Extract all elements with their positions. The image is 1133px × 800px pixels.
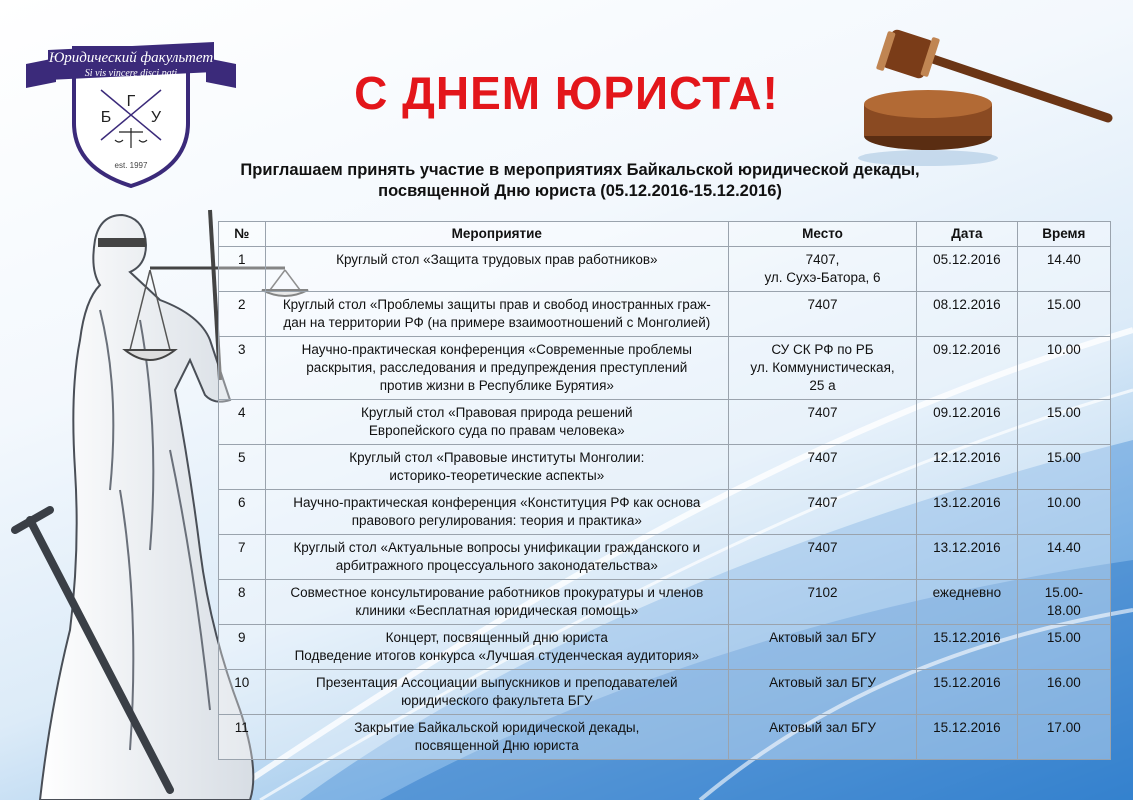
table-row — [219, 670, 1111, 715]
cell-time: 14.40 — [1017, 247, 1110, 292]
cell-num: 11 — [219, 715, 266, 760]
cell-place: 7407 — [729, 445, 917, 490]
cell-num: 9 — [219, 625, 266, 670]
cell-time: 17.00 — [1017, 715, 1110, 760]
cell-num: 6 — [219, 490, 266, 535]
table-row — [219, 337, 1111, 400]
table-header-row — [219, 222, 1111, 247]
cell-num: 10 — [219, 670, 266, 715]
table-row — [219, 400, 1111, 445]
cell-place: Актовый зал БГУ — [729, 625, 917, 670]
cell-time: 10.00 — [1017, 337, 1110, 400]
cell-date: ежедневно — [917, 580, 1018, 625]
table-row — [219, 445, 1111, 490]
header-num: № — [219, 222, 266, 247]
table-row — [219, 580, 1111, 625]
cell-date: 13.12.2016 — [917, 535, 1018, 580]
table-row — [219, 292, 1111, 337]
table-row — [219, 247, 1111, 292]
cell-num: 1 — [219, 247, 266, 292]
cell-place: СУ СК РФ по РБ ул. Коммунистическая, 25 а — [729, 337, 917, 400]
cell-place: 7102 — [729, 580, 917, 625]
table-row — [219, 715, 1111, 760]
cell-date: 12.12.2016 — [917, 445, 1018, 490]
cell-time: 10.00 — [1017, 490, 1110, 535]
cell-time: 15.00 — [1017, 400, 1110, 445]
table-row — [219, 535, 1111, 580]
emblem-ribbon-text: Юридический факультет — [48, 50, 214, 66]
cell-date: 15.12.2016 — [917, 715, 1018, 760]
header-place: Место — [729, 222, 917, 247]
cell-event: Круглый стол «Правовые институты Монголии: историко-теоретические аспекты» — [265, 445, 728, 490]
events-table — [218, 221, 1111, 760]
cell-place: Актовый зал БГУ — [729, 670, 917, 715]
cell-date: 05.12.2016 — [917, 247, 1018, 292]
cell-num: 8 — [219, 580, 266, 625]
cell-place: 7407 — [729, 535, 917, 580]
table-row — [219, 625, 1111, 670]
cell-date: 08.12.2016 — [917, 292, 1018, 337]
cell-event: Научно-практическая конференция «Современные проблемы раскрытия, расследования и предупреждения преступлений против жизни в Республике Бурятия» — [265, 337, 728, 400]
cell-num: 7 — [219, 535, 266, 580]
emblem-letter-u: У — [150, 109, 162, 126]
cell-event: Научно-практическая конференция «Конституция РФ как основа правового регулирования: теория и практика» — [265, 490, 728, 535]
page-subtitle: Приглашаем принять участие в мероприятиях Байкальской юридической декады, посвященной Дню юриста (05.12.2016-15.12.2016) — [240, 161, 920, 200]
emblem-letter-g: Г — [126, 93, 136, 110]
cell-time: 15.00 — [1017, 292, 1110, 337]
cell-event: Концерт, посвященный дню юриста Подведение итогов конкурса «Лучшая студенческая аудитория» — [265, 625, 728, 670]
cell-place: 7407 — [729, 490, 917, 535]
emblem-motto: Si vis vincere disci pati — [84, 68, 178, 79]
cell-date: 15.12.2016 — [917, 625, 1018, 670]
cell-time: 15.00 — [1017, 445, 1110, 490]
cell-place: 7407, ул. Сухэ-Батора, 6 — [729, 247, 917, 292]
table-row — [219, 490, 1111, 535]
cell-date: 09.12.2016 — [917, 337, 1018, 400]
cell-event: Круглый стол «Защита трудовых прав работников» — [265, 247, 728, 292]
header-time: Время — [1017, 222, 1110, 247]
cell-event: Презентация Ассоциации выпускников и преподавателей юридического факультета БГУ — [265, 670, 728, 715]
header-date: Дата — [917, 222, 1018, 247]
cell-num: 2 — [219, 292, 266, 337]
header-event: Мероприятие — [265, 222, 728, 247]
cell-num: 4 — [219, 400, 266, 445]
cell-date: 15.12.2016 — [917, 670, 1018, 715]
cell-event: Закрытие Байкальской юридической декады, посвященной Дню юриста — [265, 715, 728, 760]
emblem-letter-b: Б — [100, 109, 112, 126]
cell-date: 13.12.2016 — [917, 490, 1018, 535]
cell-place: 7407 — [729, 292, 917, 337]
cell-time: 16.00 — [1017, 670, 1110, 715]
cell-time: 14.40 — [1017, 535, 1110, 580]
emblem-est: est. 1997 — [114, 161, 148, 170]
cell-event: Круглый стол «Правовая природа решений Европейского суда по правам человека» — [265, 400, 728, 445]
cell-date: 09.12.2016 — [917, 400, 1018, 445]
cell-time: 15.00- 18.00 — [1017, 580, 1110, 625]
cell-time: 15.00 — [1017, 625, 1110, 670]
cell-num: 3 — [219, 337, 266, 400]
cell-place: Актовый зал БГУ — [729, 715, 917, 760]
cell-place: 7407 — [729, 400, 917, 445]
cell-event: Совместное консультирование работников прокуратуры и членов клиники «Бесплатная юридическая помощь» — [265, 580, 728, 625]
cell-event: Круглый стол «Актуальные вопросы унификации гражданского и арбитражного процессуального законодательства» — [265, 535, 728, 580]
cell-num: 5 — [219, 445, 266, 490]
page-title: С ДНЕМ ЮРИСТА! — [354, 67, 779, 119]
cell-event: Круглый стол «Проблемы защиты прав и свобод иностранных граж- дан на территории РФ (на примере взаимоотношений с Монголией) — [265, 292, 728, 337]
